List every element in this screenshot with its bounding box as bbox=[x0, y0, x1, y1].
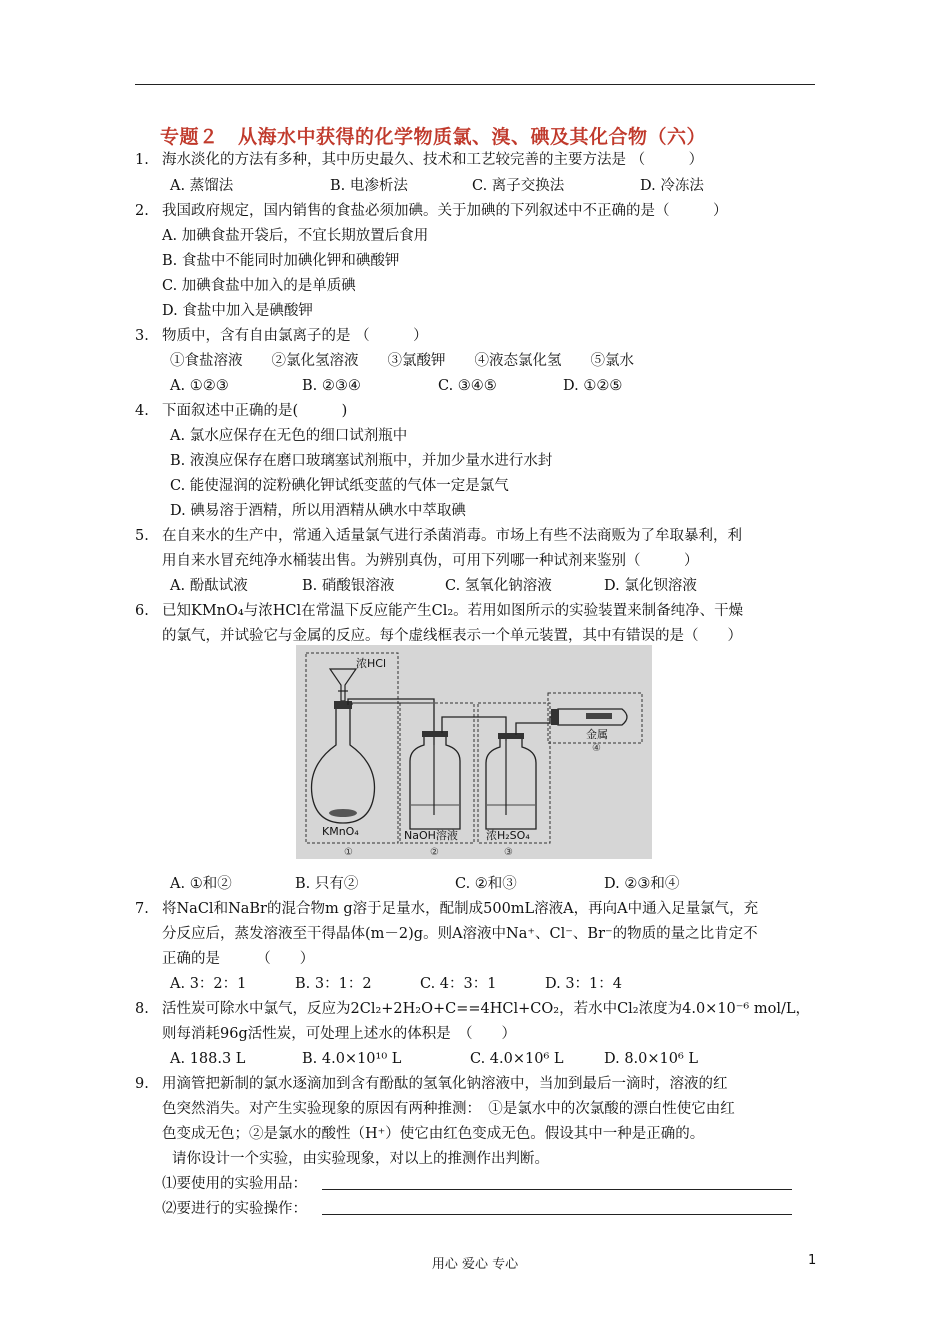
label-naoh: NaOH溶液 bbox=[404, 829, 458, 842]
q6-option-a: A. ①和② bbox=[170, 876, 232, 892]
page-footer: 用心 爱心 专心 bbox=[431, 1257, 519, 1272]
q9-line-3: 色变成无色；②是氯水的酸性（H⁺）使它由红色变成无色。假设其中一种是正确的。 bbox=[162, 1126, 705, 1142]
label-unit-4: ④ bbox=[592, 743, 601, 754]
q4-option-a: A. 氯水应保存在无色的细口试剂瓶中 bbox=[170, 428, 408, 444]
label-unit-2: ② bbox=[430, 847, 439, 858]
q8-line-2: 则每消耗96g活性炭，可处理上述水的体积是 （ ） bbox=[162, 1026, 516, 1042]
q7-option-b: B. 3：1：2 bbox=[295, 976, 372, 992]
unit-2-box bbox=[400, 703, 474, 843]
q8-option-d: D. 8.0×10⁶ L bbox=[604, 1051, 699, 1067]
q2-text: 我国政府规定，国内销售的食盐必须加碘。关于加碘的下列叙述中不正确的是（ ） bbox=[162, 203, 728, 219]
label-unit-3: ③ bbox=[504, 847, 513, 858]
q7-option-a: A. 3：2：1 bbox=[170, 976, 247, 992]
q9-line-1: 用滴管把新制的氯水逐滴加到含有酚酞的氢氧化钠溶液中，当加到最后一滴时，溶液的红 bbox=[162, 1076, 728, 1092]
q5-line-2: 用自来水冒充纯净水桶装出售。为辨别真伪，可用下列哪一种试剂来鉴别（ ） bbox=[162, 553, 699, 569]
q7-option-d: D. 3：1：4 bbox=[545, 976, 623, 992]
q3-option-d: D. ①②⑤ bbox=[563, 378, 623, 394]
q6-option-d: D. ②③和④ bbox=[604, 876, 680, 892]
unit-3-box bbox=[478, 703, 550, 843]
label-unit-1: ① bbox=[344, 847, 353, 858]
q2-option-b: B. 食盐中不能同时加碘化钾和碘酸钾 bbox=[162, 253, 400, 269]
q4-option-b: B. 液溴应保存在磨口玻璃塞试剂瓶中，并加少量水进行水封 bbox=[170, 453, 553, 469]
q7-number: 7. bbox=[135, 901, 149, 917]
q3-option-c: C. ③④⑤ bbox=[438, 378, 497, 394]
label-hcl: 浓HCl bbox=[356, 657, 387, 670]
q7-line-2: 分反应后，蒸发溶液至干得晶体(m－2)g。则A溶液中Na⁺、Cl⁻、Br⁻的物质的量之比肯定不 bbox=[162, 926, 758, 942]
q3-number: 3. bbox=[135, 328, 149, 344]
q3-option-a: A. ①②③ bbox=[170, 378, 229, 394]
q7-option-c: C. 4：3：1 bbox=[420, 976, 497, 992]
q1-text: 海水淡化的方法有多种，其中历史最久、技术和工艺较完善的主要方法是 （ ） bbox=[162, 152, 704, 168]
q2-option-c: C. 加碘食盐中加入的是单质碘 bbox=[162, 278, 356, 294]
header-rule bbox=[135, 84, 815, 85]
q8-number: 8. bbox=[135, 1001, 149, 1017]
q5-option-c: C. 氢氧化钠溶液 bbox=[445, 578, 552, 594]
q4-option-c: C. 能使湿润的淀粉碘化钾试纸变蓝的气体一定是氯气 bbox=[170, 478, 509, 494]
q6-number: 6. bbox=[135, 603, 149, 619]
q6-line-2: 的氯气，并试验它与金属的反应。每个虚线框表示一个单元装置，其中有错误的是（ ） bbox=[162, 628, 742, 644]
q9-line-2: 色突然消失。对产生实验现象的原因有两种推测： ①是氯水中的次氯酸的漂白性使它由红 bbox=[162, 1101, 735, 1117]
q2-number: 2. bbox=[135, 203, 149, 219]
q1-number: 1. bbox=[135, 152, 149, 168]
q8-option-b: B. 4.0×10¹⁰ L bbox=[302, 1051, 402, 1067]
q6-option-b: B. 只有② bbox=[295, 876, 359, 892]
q5-number: 5. bbox=[135, 528, 149, 544]
q7-line-1: 将NaCl和NaBr的混合物m g溶于足量水，配制成500mL溶液A，再向A中通入足量氯气，充 bbox=[162, 901, 759, 917]
q4-number: 4. bbox=[135, 403, 149, 419]
page-title: 专题２ 从海水中获得的化学物质氯、溴、碘及其化合物（六） bbox=[160, 126, 707, 148]
q9-answer-line-2[interactable] bbox=[322, 1214, 792, 1215]
q8-option-c: C. 4.0×10⁶ L bbox=[470, 1051, 564, 1067]
q9-number: 9. bbox=[135, 1076, 149, 1092]
q7-line-3: 正确的是 （ ） bbox=[162, 951, 315, 967]
q9-sub-1: ⑴要使用的实验用品： bbox=[162, 1176, 307, 1192]
q4-option-d: D. 碘易溶于酒精，所以用酒精从碘水中萃取碘 bbox=[170, 503, 466, 519]
q9-line-4: 请你设计一个实验，由实验现象，对以上的推测作出判断。 bbox=[172, 1151, 549, 1167]
q2-option-a: A. 加碘食盐开袋后，不宜长期放置后食用 bbox=[162, 228, 429, 244]
q3-items: ①食盐溶液 ②氯化氢溶液 ③氯酸钾 ④液态氯化氢 ⑤氯水 bbox=[170, 353, 634, 369]
q8-option-a: A. 188.3 L bbox=[170, 1051, 246, 1067]
apparatus-figure bbox=[296, 645, 652, 859]
q1-option-a: A. 蒸馏法 bbox=[170, 178, 234, 194]
q2-option-d: D. 食盐中加入是碘酸钾 bbox=[162, 303, 313, 319]
q1-option-b: B. 电渗析法 bbox=[330, 178, 408, 194]
label-kmno4: KMnO₄ bbox=[322, 825, 359, 838]
q5-option-d: D. 氯化钡溶液 bbox=[604, 578, 697, 594]
label-h2so4: 浓H₂SO₄ bbox=[486, 829, 530, 842]
page-number: 1 bbox=[808, 1253, 817, 1268]
q5-line-1: 在自来水的生产中，常通入适量氯气进行杀菌消毒。市场上有些不法商贩为了牟取暴利，利 bbox=[162, 528, 742, 544]
q8-line-1: 活性炭可除水中氯气，反应为2Cl₂+2H₂O+C==4HCl+CO₂，若水中Cl₂浓度为4.0×10⁻⁶ mol/L， bbox=[162, 1001, 810, 1017]
q1-option-c: C. 离子交换法 bbox=[472, 178, 565, 194]
q6-option-c: C. ②和③ bbox=[455, 876, 517, 892]
label-metal: 金属 bbox=[586, 728, 608, 741]
q3-option-b: B. ②③④ bbox=[302, 378, 361, 394]
q9-answer-line-1[interactable] bbox=[322, 1189, 792, 1190]
q5-option-a: A. 酚酞试液 bbox=[170, 578, 248, 594]
q6-line-1: 已知KMnO₄与浓HCl在常温下反应能产生Cl₂。若用如图所示的实验装置来制备纯净、干燥 bbox=[162, 603, 744, 619]
q3-text: 物质中，含有自由氯离子的是 （ ） bbox=[162, 328, 428, 344]
q5-option-b: B. 硝酸银溶液 bbox=[302, 578, 395, 594]
q9-sub-2: ⑵要进行的实验操作： bbox=[162, 1201, 307, 1217]
q1-option-d: D. 冷冻法 bbox=[640, 178, 704, 194]
q4-text: 下面叙述中正确的是( ) bbox=[162, 403, 348, 419]
